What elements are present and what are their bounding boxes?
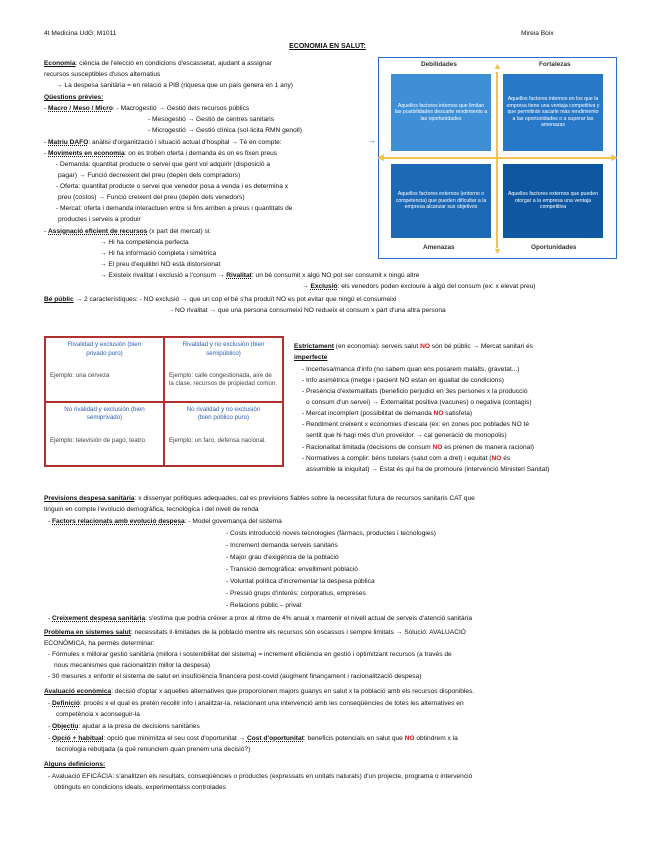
swot-quadrant-fortalezas: Aquellos factores internos en los que la empresa tiene una ventaja competitiva y que permitirán sacarle más rendimiento a las oportunidades o a superar las amenazas	[503, 74, 603, 151]
swot-label-oportunidades: Oportunidades	[531, 244, 577, 251]
mercat-line1: - Mercat: oferta i demanda interactuen entre si fins arriben a preus i quantitats de	[56, 205, 293, 212]
swot-vertical-axis	[496, 72, 498, 248]
imperf-racionalitat: - Racionalitat limitada (decisions de consum NO es prenen de manera racional)	[302, 444, 534, 451]
cond-rivalitat: → Existeix rivalitat i exclusió a l'consum → Rivalitat: un bé consumit x algú NO pot ser consumit x ningú altre	[100, 272, 420, 279]
assignacio-line: - Assignació eficient de recursos (x part del mercat) si:	[44, 228, 212, 235]
cond-info: → Hi ha informació completa i simètrica	[100, 250, 217, 257]
questions-heading: Qüestions prèvies:	[44, 94, 104, 101]
oferta-line2: preu (costos) → Funció creixent del preu (depèn dels venedors)	[58, 194, 245, 201]
moviments-line: - Moviments en economia: on es troben oferta i demanda és on es fixen preus	[44, 150, 278, 157]
table-cell-semiprivate: No rivalidad y exclusión (bien semiprivado) Ejemplo: televisión de pago, teatro.	[45, 402, 164, 467]
problema-line1: Problema en sistemes salut: necessitats il·limitades de la població mentre els recursos són escassos i sempre limitats → Solució: AVALUACIÓ	[44, 629, 466, 636]
imperf-rendiment-1: - Rendiment creixent x economies d'escala (ex: en zones poc poblades NO té	[302, 421, 530, 428]
swot-label-amenazas: Amenazas	[423, 244, 455, 251]
factor-exigencia: - Major grau d'exigència de la població	[226, 554, 339, 561]
imperfecte-heading: imperfecte	[294, 354, 328, 361]
arrow-down-icon: ▼	[493, 246, 502, 256]
no-rivalitat-line: - NO rivalitat → que una persona consumeixi NO redueix el consum x part d'una altra persona	[171, 307, 446, 314]
swot-diagram	[378, 57, 617, 259]
table-cell-private: Rivalidad y exclusión (bien privado puro) Ejemplo: una cerveza	[45, 337, 164, 402]
table-cell-semipublic: Rivalidad y no exclusión (bien semipúblico) Ejemplo: calle congestionada, aire de la clase, recursos de propiedad común.	[164, 337, 283, 402]
imperf-normatives-1: - Normatives a complir: béns tutelars (salut com a dret) i equitat (NO és	[302, 455, 511, 462]
cond-preu: → El preu d'equilibri NO està distorsionat	[100, 261, 221, 268]
definicio-line1: - Definició: procés x el qual es pretén recollir info i analitzar-la, relacionant una intervenció amb les conseqüències de totes les alternatives en	[48, 700, 464, 707]
eficacia-line1: - Avaluació EFICÀCIA: s'analitzen els resultats, conseqüències o productes (expressats en unitats naturals) d'un projecte, programa o intervenció	[48, 773, 473, 780]
demanda-line1: - Demanda: quantitat producte o servei que gent vol adquirir (disposició a	[56, 161, 271, 168]
exclusio-line: → Exclusió: els venedors poden excloure a algú del consum (ex: x elevat preu)	[302, 283, 536, 290]
be-public-line: Bé públic → 2 característiques: - NO exclusió → que un cop el bé s'ha produït NO es pot evitar que ningú el consumeixi	[44, 296, 397, 303]
factor-demografia: - Transició demogràfica: envelliment població	[226, 566, 358, 573]
imperf-mercat: - Mercat incomplert (possibilitat de demanda NO satisfeta)	[302, 410, 473, 417]
mesures-line: - 30 mesures x enfortir el sistema de salut en insuficiència financera post-covid (augment finançament i racionalització despesa)	[48, 673, 422, 680]
factor-demanda: - Increment demanda serveis sanitaris	[226, 542, 338, 549]
estrictament-line: Estrictament (en economia): serveis salut NO són bé públic → Mercat sanitari és	[294, 343, 533, 350]
arrow-right-icon: ▶	[611, 152, 618, 162]
meso-line: - Mesogestió → Gestió de centres sanitaris	[148, 116, 275, 123]
imperf-asimetrica: - Info asimètrica (metge i pacient NO estan en igualtat de condicions)	[302, 377, 504, 384]
oferta-line1: - Oferta: quantitat producte o servei que venedor posa a venda i es determina x	[56, 183, 289, 190]
opcio-line2: tecnologia rebutjada (a què renunciem quan prenem una decisió?)	[56, 746, 251, 753]
header-author: Mireia Boix	[521, 30, 554, 37]
goods-table	[44, 336, 284, 467]
page-title: ECONOMIA EN SALUT:	[289, 43, 366, 50]
swot-quadrant-oportunidades: Aquellos factores externos que pueden otorgar a la empresa una ventaja competitiva	[503, 164, 603, 238]
arrow-left-icon: ◀	[377, 152, 384, 162]
imperf-normatives-2: assumible la iniquitat) → Estat és qui ha de promoure (intervenció Ministeri Sanitat)	[306, 466, 550, 473]
imperf-incertesa: - Incertesa/manca d'info (no sabem quan ens posarem malalts, gravetat...)	[302, 366, 520, 373]
opcio-line1: - Opció + habitual: opció que minimitza el seu cost d'oportunitat → Cost d'oportunitat: beneficis potencials en salut que NO obtindrem x la	[48, 735, 458, 742]
formules-line2: nous mecanismes que racionalitzin millor la despesa)	[54, 662, 211, 669]
demanda-line2: pagar) → Funció decreixent del preu (depèn dels compradors)	[58, 172, 241, 179]
header-course: 4t Medicina UdG; M1011	[44, 30, 117, 37]
despesa-line: → La despesa sanitària = en relació a PIB (riquesa que un país genera en 1 any)	[56, 82, 293, 89]
eficacia-line2: obtinguts en condicions ideals, experimentalss controlades	[54, 784, 226, 791]
arrow-up-icon: ▲	[493, 61, 502, 71]
definicio-line2: competència x aconseguir-la	[56, 711, 140, 718]
avaluacio-line: Avaluació econòmica: decisió d'optar x aquelles alternatives que proporcionen majors guanys en salut x la població amb els recursos disponibles.	[44, 688, 475, 695]
macro-line: - Macro / Meso / Micro: - Macrogestió → Gestió dels recursos públics	[44, 105, 250, 112]
micro-line: - Microgestió → Gestió clínica (sol·licita RMN genoll)	[148, 127, 302, 134]
previsions-line1: Previsions despesa sanitària: x dissenyar polítiques adequades, cal es previsions fiables sobre la necessitat futura de recursos sanitaris CAT que	[44, 495, 475, 502]
table-cell-public: No rivalidad y no exclusión (bien público puro) Ejemplo: un faro, defensa nacional.	[164, 402, 283, 467]
swot-label-fortalezas: Fortalezas	[539, 61, 571, 68]
formules-line1: - Fórmules x millorar gestió sanitària (millora i sostenibilitat del sistema) = increment eficiència en gestió i optimitzant recursos (a través de	[48, 651, 452, 658]
imperf-externalitats-2: o consum d'un servei) → Externalitat positiva (vacunes) o negativa (contagis)	[306, 399, 532, 406]
creixement-line: - Creixement despesa sanitària: s'estima que podria créixer a prox al ritme de 4% anual x mantenir el nivell actual de serveis d'atenció sanitària	[48, 615, 472, 622]
factors-heading: - Factors relacionats amb evolució despesa: - Model governança del sistema	[48, 518, 282, 525]
problema-line2: ECONÒMICA, ha permès determinar:	[44, 640, 155, 647]
cond-competencia: → Hi ha competència perfecta	[100, 239, 189, 246]
swot-quadrant-amenazas: Aquellos factores externos (entorno o competencia) que pueden dificultar a la empresa alcanzar sus objetivos	[391, 164, 491, 238]
economia-def-line1: Economia: ciència de l'elecció en condicions d'escassetat, ajudant a assignar	[44, 60, 272, 67]
objectiu-line: - Objectiu: ajudar a la presa de decisions sanitàries	[48, 723, 200, 730]
factor-pressio: - Pressió grups d'interès: corporatius, empreses	[226, 590, 366, 597]
previsions-line2: tinguin en compte l'evolució demogràfica, tecnològica i del nivell de renda	[44, 506, 259, 513]
dafo-line: - Matriu DAFO: anàlisi d'organització i situació actual d'hospital → Té en compte:	[44, 139, 282, 146]
economia-def-line2: recursos susceptibles d'usos alternatius	[44, 71, 161, 78]
definicions-heading: Alguns definicions:	[44, 761, 106, 768]
swot-label-debilidades: Debilidades	[421, 61, 457, 68]
imperf-externalitats-1: - Presència d'externalitats (beneficio perjudici en 3es persones x la producció	[302, 388, 528, 395]
factor-tecnologies: - Costs introducció noves tecnologies (fàrmacs, productes i tecnologies)	[226, 530, 436, 537]
swot-quadrant-debilidades: Aquellos factores internos que limitan las posibilidades descarte rendimiento a las oportunidades	[391, 74, 491, 151]
factor-politica: - Voluntat política d'incrementar la despesa pública	[226, 578, 375, 585]
factor-public-privat: - Relacions públic – privat	[226, 602, 302, 609]
dafo-link-arrow-icon: →	[368, 136, 376, 145]
mercat-line2: productes i serveis a produir	[58, 216, 141, 223]
imperf-rendiment-2: sentit que hi hagi més d'un proveïdor → cal generació de monopolis)	[306, 432, 507, 439]
